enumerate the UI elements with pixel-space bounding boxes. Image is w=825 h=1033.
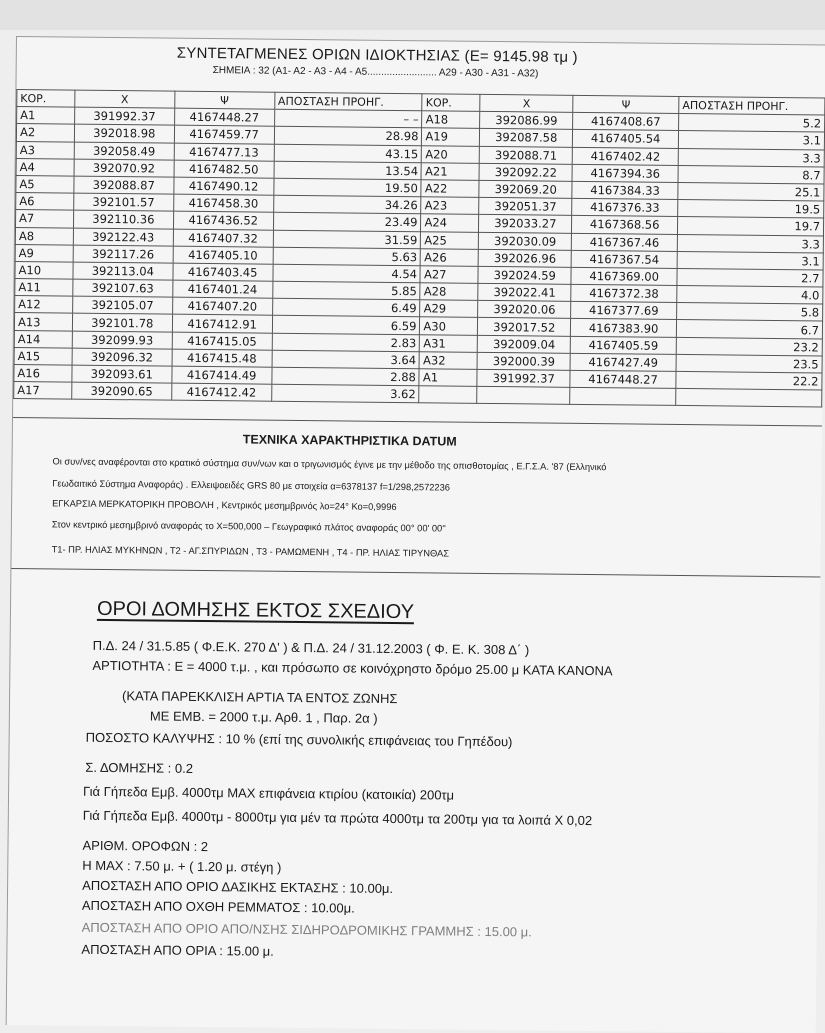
- table-cell: Α5: [16, 175, 74, 193]
- table-cell: 392030.09: [479, 232, 572, 250]
- table-cell: 392000.39: [477, 352, 570, 370]
- table-cell: 392017.52: [478, 318, 571, 336]
- table-cell: 3.3: [677, 234, 823, 253]
- table-cell: 2.88: [271, 367, 419, 386]
- table-cell: 6.49: [272, 298, 420, 317]
- table-cell: 392105.07: [72, 296, 172, 314]
- page-title: ΣΥΝΤΕΤΑΓΜΕΝΕΣ ΟΡΙΩΝ ΙΔΙΟΚΤΗΣΙΑΣ (Ε= 9145.98 τμ ): [176, 44, 578, 66]
- datum-title: ΤΕΧΝΙΚΑ ΧΑΡΑΚΤΗΡΙΣΤΙΚΑ DATUM: [242, 432, 457, 449]
- table-cell: Α16: [14, 364, 72, 382]
- table-cell: Α1: [419, 369, 477, 387]
- table-cell: 392099.93: [72, 331, 172, 349]
- table-cell: Α19: [422, 128, 480, 146]
- table-cell: Α22: [421, 180, 479, 198]
- table-cell: Α26: [421, 248, 479, 266]
- table-cell: 392088.71: [480, 146, 573, 164]
- table-cell: 392020.06: [478, 301, 571, 319]
- table-cell: 391992.37: [477, 369, 570, 387]
- coordinates-table-body: [14, 107, 825, 408]
- column-header: ΚΟΡ.: [17, 90, 75, 108]
- table-cell: 392018.98: [74, 124, 174, 142]
- column-header: ΚΟΡ.: [422, 94, 480, 112]
- column-header: ΑΠΟΣΤΑΣΗ ΠΡΟΗΓ.: [274, 92, 422, 111]
- table-cell: 4167376.33: [572, 198, 678, 216]
- column-header: Χ: [75, 90, 175, 108]
- table-cell: Α6: [16, 193, 74, 211]
- points-subtitle: ΣΗΜΕΙΑ : 32 (Α1- Α2 - Α3 - Α4 - Α5......................... Α29 - Α30 - Α31 - Α32): [212, 65, 539, 80]
- datum-section: [11, 417, 822, 577]
- table-cell: 4167394.36: [572, 164, 678, 182]
- decree-line: Π.Δ. 24 / 31.5.85 ( Φ.Ε.Κ. 270 Δ' ) & Π.Δ. 24 / 31.12.2003 ( Φ. Ε. Κ. 308 Δ΄ ): [92, 637, 530, 658]
- table-cell: 4167436.52: [173, 211, 273, 229]
- table-cell: 3.1: [678, 131, 824, 150]
- exception-line: (ΚΑΤΑ ΠΑΡΕΚΚΛΙΣΗ ΑΡΤΙΑ ΤΑ ΕΝΤΟΣ ΖΩΝΗΣ: [122, 688, 398, 707]
- table-cell: 392110.36: [73, 210, 173, 228]
- scan-top-background: [0, 0, 825, 30]
- table-cell: Α28: [420, 283, 478, 301]
- table-cell: 392022.41: [478, 283, 571, 301]
- table-cell: 392033.27: [479, 215, 572, 233]
- table-cell: 19.50: [273, 178, 421, 197]
- table-cell: 4167377.69: [571, 302, 677, 320]
- table-cell: Α18: [422, 111, 480, 129]
- table-cell: Α1: [17, 107, 75, 125]
- table-cell: 23.49: [273, 213, 421, 232]
- distance-forest-line: ΑΠΟΣΤΑΣΗ ΑΠΟ ΟΡΙΟ ΔΑΣΙΚΗΣ ΕΚΤΑΣΗΣ : 10.00μ.: [82, 877, 394, 896]
- table-cell: 4167405.59: [570, 336, 676, 354]
- table-cell: 4167427.49: [570, 353, 676, 371]
- table-cell: 391992.37: [74, 107, 174, 125]
- table-cell: 4167415.48: [172, 349, 272, 367]
- table-cell: 4167372.38: [571, 284, 677, 302]
- table-cell: 4167415.05: [172, 332, 272, 350]
- table-cell: Α3: [16, 141, 74, 159]
- distance-boundary-line: ΑΠΟΣΤΑΣΗ ΑΠΟ ΟΡΙΑ : 15.00 μ.: [81, 941, 274, 959]
- table-cell: 4167405.54: [573, 130, 679, 148]
- column-header: Ψ: [573, 95, 679, 113]
- table-cell: 392093.61: [72, 365, 172, 383]
- table-cell: 392090.65: [72, 382, 172, 400]
- table-cell: 5.8: [677, 303, 823, 322]
- table-cell: 4167448.27: [174, 108, 274, 126]
- table-cell: 392051.37: [479, 197, 572, 215]
- floors-line: ΑΡΙΘΜ. ΟΡΟΦΩΝ : 2: [82, 837, 209, 855]
- table-cell: 4167368.56: [572, 216, 678, 234]
- table-cell: 392088.87: [74, 176, 174, 194]
- table-cell: 5.63: [273, 247, 421, 266]
- table-cell: 392058.49: [74, 142, 174, 160]
- table-cell: 6.59: [272, 316, 420, 335]
- table-cell: 22.2: [676, 371, 822, 390]
- distance-railway-line: ΑΠΟΣΤΑΣΗ ΑΠΟ ΟΡΙΟ ΑΠΟ/ΝΣΗΣ ΣΙΔΗΡΟΔΡΟΜΙΚΗΣ ΓΡΑΜΜΗΣ : 15.00 μ.: [81, 919, 532, 940]
- table-cell: 6.7: [676, 320, 822, 339]
- table-cell: Α29: [420, 300, 478, 318]
- table-cell: 2.7: [677, 268, 823, 287]
- table-cell: Α17: [14, 382, 72, 400]
- datum-line: ΕΓΚΑΡΣΙΑ ΜΕΡΚΑΤΟΡΙΚΗ ΠΡΟΒΟΛΗ , Κεντρικός μεσημβρινός λο=24° Κο=0,9996: [52, 498, 397, 513]
- table-cell: Α24: [421, 214, 479, 232]
- table-cell: 4167412.91: [172, 315, 272, 333]
- table-cell: 4167367.46: [572, 233, 678, 251]
- coordinates-table: [13, 89, 825, 408]
- distance-stream-line: ΑΠΟΣΤΑΣΗ ΑΠΟ ΟΧΘΗ ΡΕΜΜΑΤΟΣ : 10.00μ.: [81, 897, 355, 916]
- table-cell: 392086.99: [480, 112, 573, 130]
- table-cell: 4167482.50: [174, 160, 274, 178]
- datum-line: Οι συν/νες αναφέρονται στο κρατικό σύστημα συν/νων και ο τριγωνισμός έγινε με την μέθοδο της οπισθοτομίας , Ε.Γ.Σ.Α. '87 (Ελληνικό: [52, 456, 607, 473]
- table-cell: [419, 386, 477, 404]
- table-cell: 23.2: [676, 337, 822, 356]
- table-cell: 13.54: [274, 161, 422, 180]
- table-cell: 4167448.27: [570, 370, 676, 388]
- table-cell: Α4: [16, 158, 74, 176]
- table-cell: Α2: [16, 124, 74, 142]
- column-header: Χ: [480, 94, 573, 112]
- table-cell: 19.5: [678, 200, 824, 219]
- table-cell: 4167459.77: [174, 126, 274, 144]
- table-cell: Α27: [420, 266, 478, 284]
- table-cell: 43.15: [274, 144, 422, 163]
- table-cell: 4167407.32: [173, 229, 273, 247]
- table-cell: Α21: [421, 163, 479, 181]
- exception-line: ΜΕ ΕΜΒ. = 2000 τ.μ. Αρθ. 1 , Παρ. 2α ): [149, 708, 378, 726]
- table-cell: 392087.58: [480, 129, 573, 147]
- table-cell: 392096.32: [72, 348, 172, 366]
- table-cell: 392117.26: [73, 245, 173, 263]
- table-cell: 4167407.20: [172, 297, 272, 315]
- datum-line: Τ1- ΠΡ. ΗΛΙΑΣ ΜΥΚΗΝΩΝ , Τ2 - ΑΓ.ΣΠΥΡΙΔΩΝ , Τ3 - ΡΑΜΩΜΕΝΗ , Τ4 - ΠΡ. ΗΛΙΑΣ ΤΙΡΥΝΘΑΣ: [51, 544, 450, 559]
- table-cell: [570, 388, 676, 406]
- table-cell: 4167408.67: [573, 113, 679, 131]
- table-cell: 4167369.00: [571, 267, 677, 285]
- table-cell: Α13: [14, 313, 72, 331]
- table-cell: 4167367.54: [571, 250, 677, 268]
- table-cell: 4167458.30: [173, 194, 273, 212]
- table-cell: 4167384.33: [572, 181, 678, 199]
- table-cell: 392024.59: [478, 266, 571, 284]
- coverage-line: ΠΟΣΟΣΤΟ ΚΑΛΥΨΗΣ : 10 % (επί της συνολικής επιφάνειας του Γηπέδου): [85, 729, 513, 750]
- table-cell: 25.1: [678, 182, 824, 201]
- table-cell: 31.59: [273, 230, 421, 249]
- table-cell: 2.83: [272, 333, 420, 352]
- table-cell: Α14: [14, 330, 72, 348]
- plot-4000-line: Γιά Γήπεδα Εμβ. 4000τμ MAX επιφάνεια κτιρίου (κατοικία) 200τμ: [83, 783, 455, 803]
- table-cell: Α30: [420, 317, 478, 335]
- table-cell: 5.2: [679, 114, 825, 133]
- height-line: Η MAX : 7.50 μ. + ( 1.20 μ. στέγη ): [82, 857, 282, 875]
- table-cell: 8.7: [678, 165, 824, 184]
- table-cell: 392101.57: [74, 193, 174, 211]
- plot-8000-line: Γιά Γήπεδα Εμβ. 4000τμ - 8000τμ για μέν τα πρώτα 4000τμ τα 200τμ για τα λοιπά Χ 0,02: [82, 807, 593, 829]
- table-cell: Α11: [15, 279, 73, 297]
- table-cell: 4167405.10: [173, 246, 273, 264]
- table-cell: 4.0: [677, 285, 823, 304]
- table-cell: 23.5: [676, 354, 822, 373]
- table-cell: 5.85: [272, 281, 420, 300]
- table-cell: 4167401.24: [173, 280, 273, 298]
- column-header: ΑΠΟΣΤΑΣΗ ΠΡΟΗΓ.: [679, 96, 825, 115]
- table-cell: – –: [274, 109, 422, 128]
- table-cell: 3.3: [678, 148, 824, 167]
- table-cell: 4167402.42: [572, 147, 678, 165]
- datum-line: Γεωδαιτικό Σύστημα Αναφοράς) . Ελλειψοειδές GRS 80 με στοιχεία α=6378137 f=1/298,2572236: [52, 478, 451, 493]
- table-cell: 4167403.45: [173, 263, 273, 281]
- table-cell: Α23: [421, 197, 479, 215]
- table-cell: 4167490.12: [174, 177, 274, 195]
- datum-line: Στον κεντρικό μεσημβρινό αναφοράς το Χ=500,000 – Γεωγραφικό πλάτος αναφοράς 00° 00' 00'': [51, 519, 446, 534]
- table-cell: 392107.63: [73, 279, 173, 297]
- table-cell: Α15: [14, 347, 72, 365]
- table-cell: 19.7: [678, 217, 824, 236]
- table-cell: Α10: [15, 261, 73, 279]
- table-cell: Α12: [15, 296, 73, 314]
- table-cell: [477, 387, 570, 405]
- table-cell: 4167412.42: [171, 383, 271, 401]
- artiotita-line: ΑΡΤΙΟΤΗΤΑ : Ε = 4000 τ.μ. , και πρόσωπο σε κοινόχρηστο δρόμο 25.00 μ ΚΑΤΑ ΚΑΝΟΝΑ: [92, 657, 613, 679]
- table-cell: 392092.22: [479, 163, 572, 181]
- table-cell: Α31: [420, 334, 478, 352]
- table-cell: 392070.92: [74, 159, 174, 177]
- document-page: [6, 36, 825, 1033]
- table-cell: 28.98: [274, 127, 422, 146]
- table-cell: 392101.78: [72, 314, 172, 332]
- table-cell: 3.1: [677, 251, 823, 270]
- table-cell: 4167477.13: [174, 143, 274, 161]
- table-cell: 392122.43: [73, 228, 173, 246]
- building-terms-title: ΟΡΟΙ ΔΟΜΗΣΗΣ ΕΚΤΟΣ ΣΧΕΔΙΟΥ: [96, 597, 415, 624]
- table-cell: 392069.20: [479, 180, 572, 198]
- table-cell: 4.54: [273, 264, 421, 283]
- table-cell: Α25: [421, 231, 479, 249]
- table-cell: Α32: [420, 352, 478, 370]
- table-cell: [676, 389, 822, 408]
- table-cell: Α8: [15, 227, 73, 245]
- table-cell: 392026.96: [478, 249, 571, 267]
- building-ratio-line: Σ. ΔΟΜΗΣΗΣ : 0.2: [85, 759, 194, 776]
- table-cell: 4167414.49: [172, 366, 272, 384]
- table-cell: 3.62: [271, 384, 419, 403]
- column-header: Ψ: [174, 91, 274, 109]
- table-cell: Α20: [422, 145, 480, 163]
- table-cell: 392113.04: [73, 262, 173, 280]
- table-cell: 34.26: [273, 195, 421, 214]
- table-cell: Α7: [15, 210, 73, 228]
- table-cell: Α9: [15, 244, 73, 262]
- table-cell: 3.64: [272, 350, 420, 369]
- table-cell: 392009.04: [478, 335, 571, 353]
- table-cell: 4167383.90: [571, 319, 677, 337]
